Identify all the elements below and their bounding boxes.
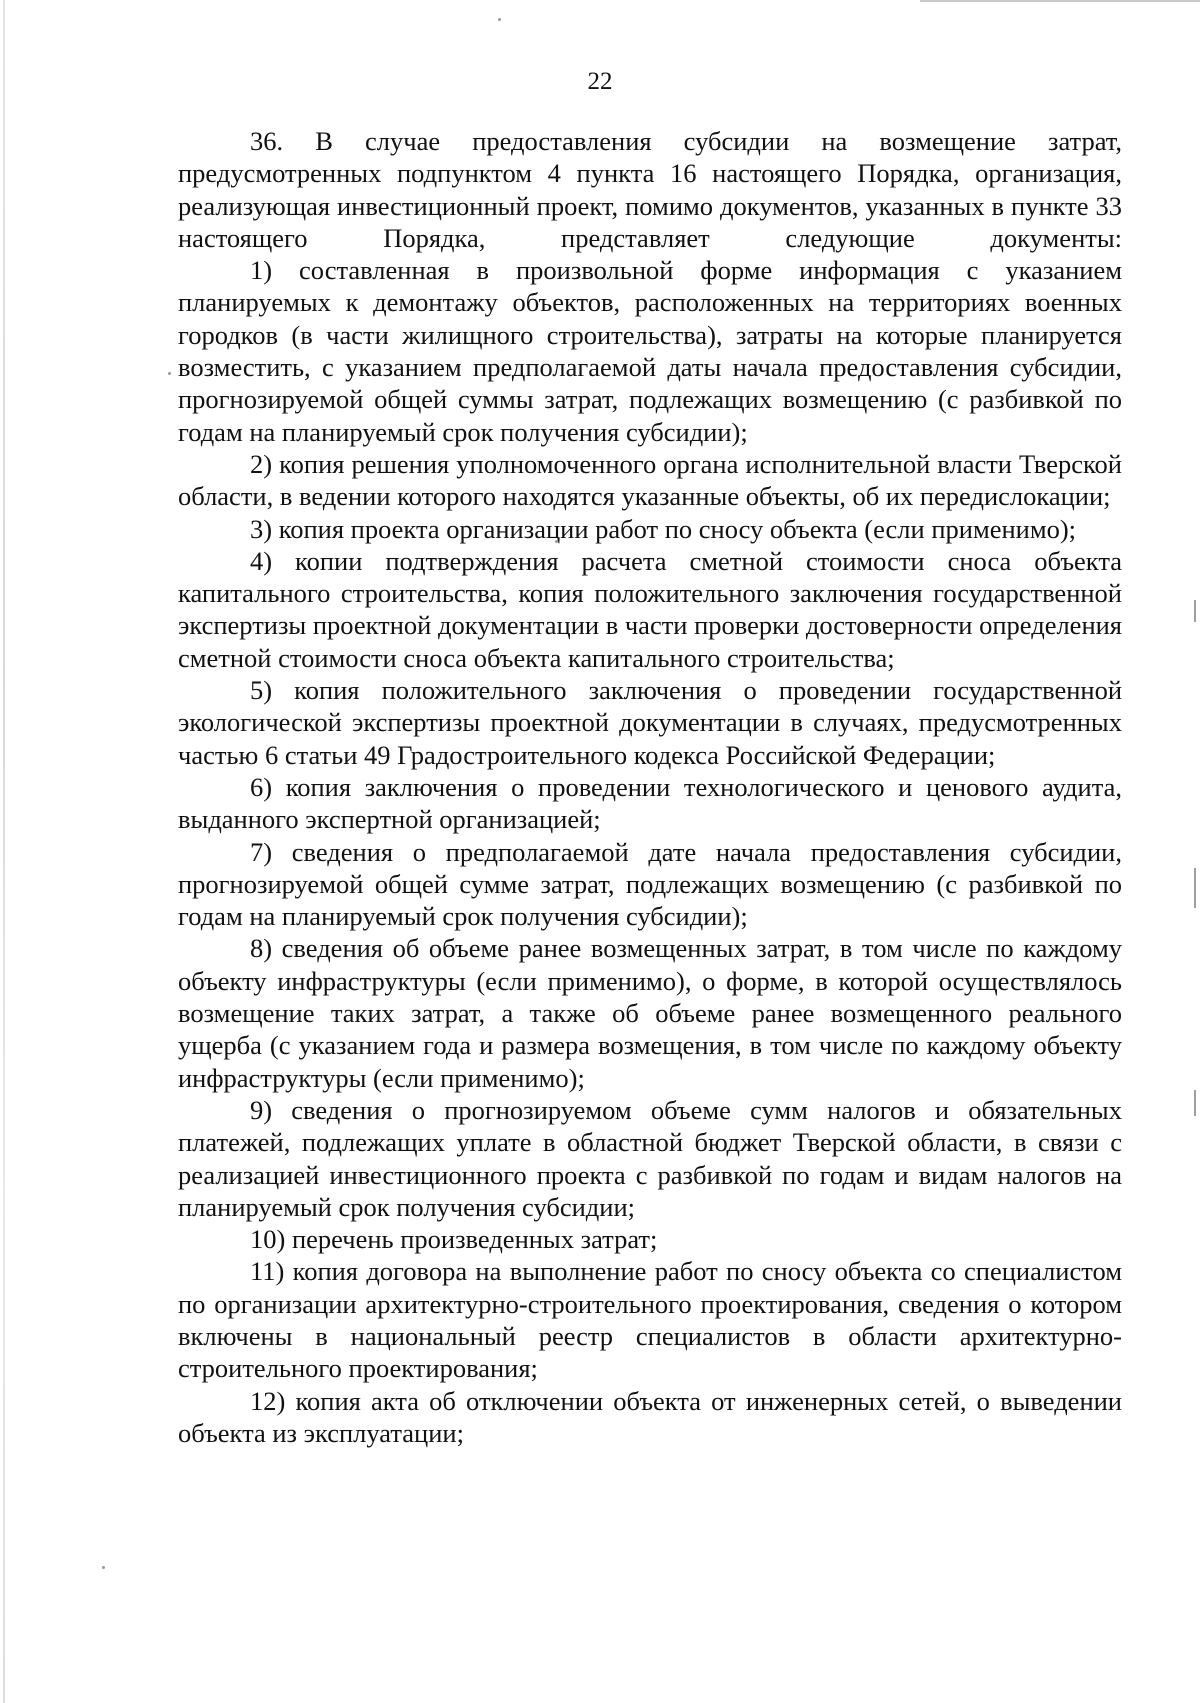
list-item-3: 3) копия проекта организации работ по сносу объекта (если применимо);: [250, 513, 1077, 544]
document-body: [178, 125, 1122, 1449]
list-item-12: 12) копия акта об отключении объекта от инженерных сетей, о выведении объекта из эксплуатации;: [178, 1385, 1122, 1448]
scan-speck: [102, 1566, 105, 1569]
list-item-10: 10) перечень произведенных затрат;: [250, 1224, 658, 1255]
list-item-11: 11) копия договора на выполнение работ по сносу объекта со специалистом по организации архитектурно-строительного проектирования, сведения о котором включены в национальный реестр специалистов в области архитектурно-строительного проектирования;: [178, 1256, 1122, 1384]
list-item-2: 2) копия решения уполномоченного органа исполнительной власти Тверской области, в ведении которого находятся указанные объекты, об их передислокации;: [178, 448, 1122, 512]
list-item-8: 8) сведения об объеме ранее возмещенных затрат, в том числе по каждому объекту инфраструктуры (если применимо), о форме, в которой осуществлялось возмещение таких затрат, а также об объеме ранее возмещенного реального ущерба (с указанием года и размера возмещения, в том числе по каждому объекту инфраструктуры (если применимо);: [178, 933, 1122, 1093]
scan-mark: [1194, 1090, 1196, 1116]
list-item-1: 1) составленная в произвольной форме информация с указанием планируемых к демонтажу объектов, расположенных на территориях военных городков (в части жилищного строительства), затраты на которые планируется возместить, с указанием предполагаемой даты начала предоставления субсидии, прогнозируемой общей суммы затрат, подлежащих возмещению (с разбивкой по годам на планируемый срок получения субсидии);: [178, 255, 1122, 447]
scan-mark: [1194, 868, 1196, 908]
list-item-5: 5) копия положительного заключения о проведении государственной экологической экспертизы проектной документации в случаях, предусмотренных частью 6 статьи 49 Градостроительного кодекса Российской Федерации;: [178, 675, 1122, 770]
list-item-6: 6) копия заключения о проведении технологического и ценового аудита, выданного экспертной организацией;: [178, 771, 1122, 835]
scan-speck: [168, 372, 171, 375]
scan-edge-left: [3, 0, 5, 1703]
scan-speck: [498, 18, 501, 21]
page-number: 22: [587, 68, 613, 95]
list-item-4: 4) копии подтверждения расчета сметной стоимости сноса объекта капитального строительства, копия положительного заключения государственной экспертизы проектной документации в части проверки достоверности определения сметной стоимости сноса объекта капитального строительства;: [178, 545, 1122, 673]
list-item-7: 7) сведения о предполагаемой дате начала предоставления субсидии, прогнозируемой общей сумме затрат, подлежащих возмещению (с разбивкой по годам на планируемый срок получения субсидии);: [178, 836, 1122, 932]
scan-mark: [1194, 600, 1196, 622]
scan-edge-top: [920, 0, 1200, 2]
paragraph-36: 36. В случае предоставления субсидии на возмещение затрат, предусмотренных подпунктом 4 пункта 16 настоящего Порядка, организация, реализующая инвестиционный проект, помимо документов, указанных в пункте 33 настоящего Порядка, представляет следующие документы:: [178, 126, 1122, 253]
list-item-9: 9) сведения о прогнозируемом объеме сумм налогов и обязательных платежей, подлежащих уплате в областной бюджет Тверской области, в связи с реализацией инвестиционного проекта с разбивкой по годам и видам налогов на планируемый срок получения субсидии;: [178, 1094, 1122, 1222]
